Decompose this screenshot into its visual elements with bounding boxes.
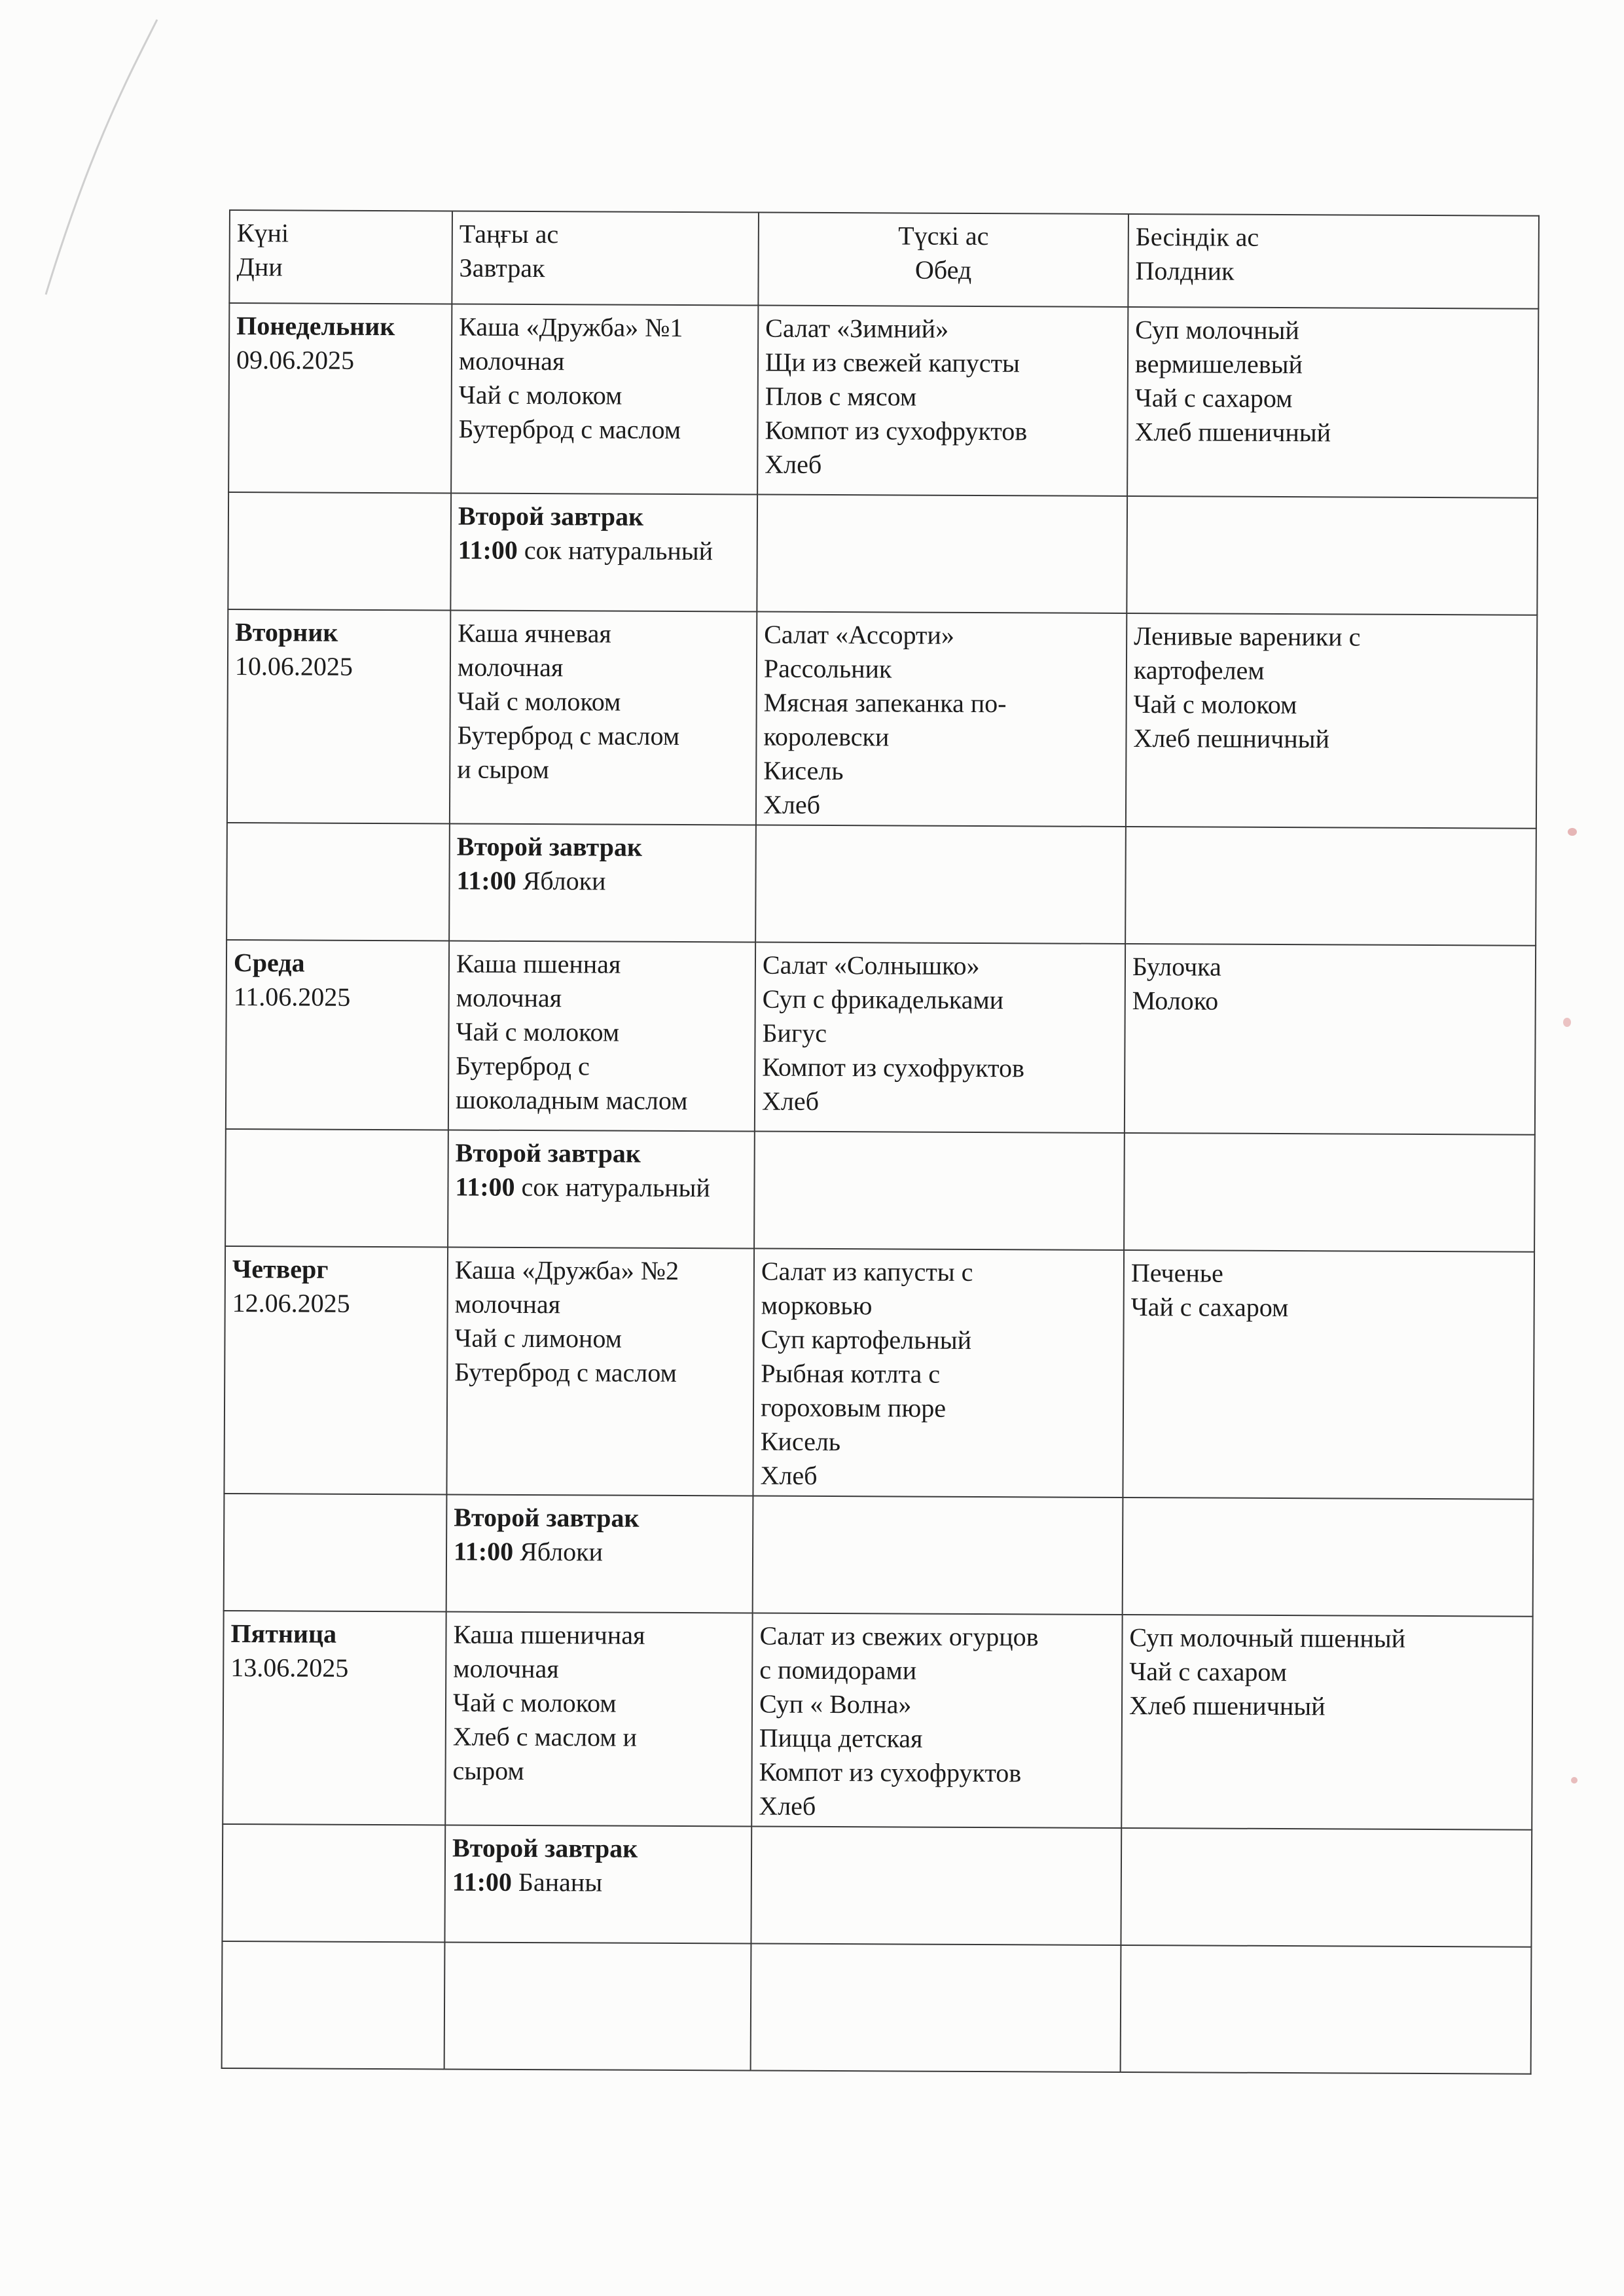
scan-speck xyxy=(1563,1018,1571,1027)
breakfast-item: молочная xyxy=(454,1289,561,1319)
lunch-item: Компот из сухофруктов xyxy=(759,1757,1022,1788)
breakfast-item: Чай с молоком xyxy=(458,380,623,410)
header-lunch-kk: Түскі ас xyxy=(898,221,989,251)
lunch-cell xyxy=(757,306,1128,496)
breakfast-item: и сыром xyxy=(457,754,549,785)
snack-item: Молоко xyxy=(1132,986,1219,1016)
empty-cell xyxy=(228,492,451,610)
lunch-item: Мясная запеканка по- xyxy=(763,687,1007,719)
breakfast-cell xyxy=(450,610,757,825)
empty-cell xyxy=(1121,1828,1532,1947)
second-breakfast-row xyxy=(225,1129,1535,1252)
header-snack-kk: Бесіндік ас xyxy=(1135,222,1259,252)
empty-cell xyxy=(226,823,450,941)
day-name: Четверг xyxy=(232,1254,329,1284)
day-cell xyxy=(228,303,452,493)
second-breakfast-cell xyxy=(450,493,757,611)
breakfast-item: Чай с молоком xyxy=(452,1687,617,1718)
empty-cell xyxy=(754,1132,1125,1250)
second-breakfast-time: 11:00 xyxy=(452,1867,513,1897)
day-row xyxy=(224,1246,1534,1499)
day-name: Понедельник xyxy=(236,311,395,342)
second-breakfast-time: 11:00 xyxy=(458,535,518,565)
day-cell xyxy=(226,940,449,1130)
breakfast-item: Чай с молоком xyxy=(457,686,621,717)
day-name: Пятница xyxy=(230,1619,337,1649)
empty-cell xyxy=(444,1942,751,2070)
empty-cell xyxy=(757,495,1127,613)
second-breakfast-line xyxy=(456,864,748,899)
second-breakfast-row xyxy=(228,492,1538,615)
empty-cell xyxy=(751,1944,1121,2072)
breakfast-item: Каша пшеничная xyxy=(453,1619,645,1650)
lunch-item: Хлеб xyxy=(761,1086,820,1116)
second-breakfast-item: сок натуральный xyxy=(524,535,713,566)
header-snack xyxy=(1128,214,1539,309)
second-breakfast-title: Второй завтрак xyxy=(458,501,644,531)
empty-cell xyxy=(1127,496,1538,615)
header-snack-ru: Полдник xyxy=(1135,256,1235,286)
lunch-item: гороховым пюре xyxy=(760,1392,947,1423)
lunch-item: Хлеб xyxy=(759,1791,816,1821)
second-breakfast-item: сок натуральный xyxy=(521,1172,710,1203)
lunch-item: Хлеб xyxy=(760,1460,818,1490)
second-breakfast-line xyxy=(454,1535,746,1570)
lunch-item: морковью xyxy=(761,1290,873,1321)
header-day-kk: Күні xyxy=(236,218,289,248)
empty-cell xyxy=(225,1129,448,1247)
breakfast-cell xyxy=(448,941,755,1131)
lunch-item: Рассольник xyxy=(763,653,892,684)
day-date: 11.06.2025 xyxy=(233,982,351,1012)
lunch-item: Бигус xyxy=(762,1018,827,1048)
day-name: Среда xyxy=(233,948,305,978)
breakfast-item: Бутерброд с xyxy=(456,1050,590,1081)
snack-item: Суп молочный xyxy=(1135,315,1299,346)
lunch-cell xyxy=(753,1249,1124,1498)
empty-cell xyxy=(224,1494,447,1611)
snack-item: Печенье xyxy=(1130,1258,1223,1288)
breakfast-cell xyxy=(451,304,758,494)
snack-cell xyxy=(1123,1250,1534,1499)
day-date: 09.06.2025 xyxy=(236,345,355,375)
breakfast-item: молочная xyxy=(456,982,562,1013)
snack-cell xyxy=(1126,613,1537,829)
snack-item: Чай с сахаром xyxy=(1130,1292,1289,1323)
day-date: 12.06.2025 xyxy=(232,1288,350,1318)
second-breakfast-time: 11:00 xyxy=(453,1536,514,1566)
lunch-item: Салат из капусты с xyxy=(761,1256,973,1287)
second-breakfast-time: 11:00 xyxy=(456,865,516,895)
day-row xyxy=(228,303,1538,498)
lunch-item: Кисель xyxy=(760,1426,841,1457)
snack-item: картофелем xyxy=(1133,655,1265,685)
weekly-menu-table xyxy=(221,209,1540,2075)
breakfast-item: Каша пшенная xyxy=(456,948,621,979)
header-day xyxy=(229,210,452,304)
empty-cell xyxy=(1121,1945,1532,2074)
breakfast-item: Чай с лимоном xyxy=(454,1323,623,1354)
lunch-item: Плов с мясом xyxy=(765,381,917,412)
snack-cell xyxy=(1125,944,1536,1135)
day-date: 10.06.2025 xyxy=(234,651,353,681)
snack-item: Ленивые вареники с xyxy=(1134,621,1361,652)
empty-cell xyxy=(1124,1133,1535,1252)
day-row xyxy=(223,1611,1532,1830)
lunch-item: Суп картофельный xyxy=(761,1324,972,1355)
scan-artifact-line xyxy=(20,13,164,301)
snack-item: Суп молочный пшенный xyxy=(1129,1623,1406,1653)
scan-speck xyxy=(1571,1777,1578,1784)
lunch-item: Кисель xyxy=(763,755,844,786)
lunch-cell xyxy=(755,942,1125,1133)
breakfast-item: молочная xyxy=(458,346,565,376)
lunch-item: Рыбная котлта с xyxy=(761,1358,941,1389)
lunch-item: королевски xyxy=(763,721,890,752)
day-cell xyxy=(223,1611,446,1825)
snack-item: Хлеб пшеничный xyxy=(1134,417,1331,448)
day-row xyxy=(226,940,1536,1135)
breakfast-item: Бутерброд с маслом xyxy=(458,414,681,445)
snack-item: Чай с молоком xyxy=(1133,689,1297,720)
scan-speck xyxy=(1568,828,1577,836)
lunch-item: Компот из сухофруктов xyxy=(762,1052,1025,1083)
second-breakfast-title: Второй завтрак xyxy=(456,831,643,862)
second-breakfast-line xyxy=(455,1170,747,1206)
lunch-item: Пицца детская xyxy=(759,1723,923,1753)
second-breakfast-cell xyxy=(446,1494,753,1613)
snack-item: Булочка xyxy=(1132,952,1221,982)
second-breakfast-title: Второй завтрак xyxy=(454,1502,640,1533)
lunch-cell xyxy=(756,612,1127,827)
header-lunch xyxy=(758,213,1128,307)
day-row xyxy=(227,609,1537,829)
empty-cell xyxy=(1123,1498,1534,1617)
breakfast-cell xyxy=(446,1247,754,1496)
second-breakfast-title: Второй завтрак xyxy=(452,1833,638,1863)
lunch-item: Хлеб xyxy=(765,449,822,479)
snack-item: вермишелевый xyxy=(1134,349,1303,380)
header-breakfast-ru: Завтрак xyxy=(459,253,545,283)
empty-cell xyxy=(1125,827,1536,946)
second-breakfast-cell xyxy=(448,1130,755,1248)
breakfast-cell xyxy=(445,1611,752,1826)
breakfast-item: Каша «Дружба» №1 xyxy=(459,312,683,343)
day-name: Вторник xyxy=(235,617,338,647)
lunch-item: Компот из сухофруктов xyxy=(765,415,1028,446)
second-breakfast-line xyxy=(458,533,750,569)
lunch-cell xyxy=(751,1613,1122,1828)
breakfast-item: Хлеб с маслом и xyxy=(452,1721,638,1752)
second-breakfast-item: Яблоки xyxy=(520,1536,604,1567)
second-breakfast-row xyxy=(224,1494,1534,1617)
snack-item: Чай с сахаром xyxy=(1129,1657,1288,1687)
empty-cell xyxy=(755,825,1126,944)
snack-item: Чай с сахаром xyxy=(1134,383,1293,414)
breakfast-item: Чай с молоком xyxy=(456,1016,620,1047)
header-row xyxy=(229,210,1539,309)
second-breakfast-row xyxy=(222,1824,1532,1947)
day-cell xyxy=(227,609,450,823)
lunch-item: Салат «Солнышко» xyxy=(762,950,980,981)
lunch-item: Суп « Волна» xyxy=(759,1689,912,1719)
lunch-item: Салат «Ассорти» xyxy=(764,619,954,650)
breakfast-item: шоколадным маслом xyxy=(455,1085,688,1116)
snack-item: Хлеб пшеничный xyxy=(1128,1691,1326,1721)
breakfast-item: Каша «Дружба» №2 xyxy=(454,1255,679,1286)
snack-cell xyxy=(1127,307,1538,498)
second-breakfast-cell xyxy=(444,1825,751,1943)
breakfast-item: молочная xyxy=(457,652,564,683)
empty-cell xyxy=(751,1827,1121,1945)
empty-cell xyxy=(753,1496,1123,1615)
second-breakfast-item: Яблоки xyxy=(522,865,606,896)
snack-cell xyxy=(1121,1615,1532,1830)
second-breakfast-time: 11:00 xyxy=(455,1172,515,1202)
day-cell xyxy=(224,1246,448,1494)
lunch-item: Щи из свежей капусты xyxy=(765,347,1020,378)
second-breakfast-line xyxy=(452,1865,744,1901)
breakfast-item: Бутерброд с маслом xyxy=(457,720,680,751)
lunch-item: Салат из свежих огурцов xyxy=(759,1621,1039,1652)
empty-cell xyxy=(222,1824,445,1942)
empty-cell xyxy=(222,1941,445,2069)
breakfast-item: Бутерброд с маслом xyxy=(454,1357,677,1388)
breakfast-item: молочная xyxy=(453,1653,559,1684)
lunch-item: с помидорами xyxy=(759,1655,917,1685)
header-breakfast xyxy=(452,211,759,305)
day-date: 13.06.2025 xyxy=(230,1653,349,1683)
second-breakfast-item: Бананы xyxy=(518,1867,603,1897)
header-lunch-ru: Обед xyxy=(914,255,972,285)
second-breakfast-row xyxy=(226,823,1536,946)
lunch-item: Суп с фрикадельками xyxy=(762,984,1004,1015)
second-breakfast-title: Второй завтрак xyxy=(455,1138,641,1168)
breakfast-item: Каша ячневая xyxy=(458,618,611,649)
snack-item: Хлеб пешничный xyxy=(1133,723,1330,754)
empty-row xyxy=(222,1941,1532,2074)
breakfast-item: сыром xyxy=(452,1755,524,1785)
second-breakfast-cell xyxy=(449,823,756,942)
header-breakfast-kk: Таңғы ас xyxy=(459,219,559,249)
lunch-item: Салат «Зимний» xyxy=(765,313,949,344)
header-day-ru: Дни xyxy=(236,252,283,282)
lunch-item: Хлеб xyxy=(763,789,821,819)
